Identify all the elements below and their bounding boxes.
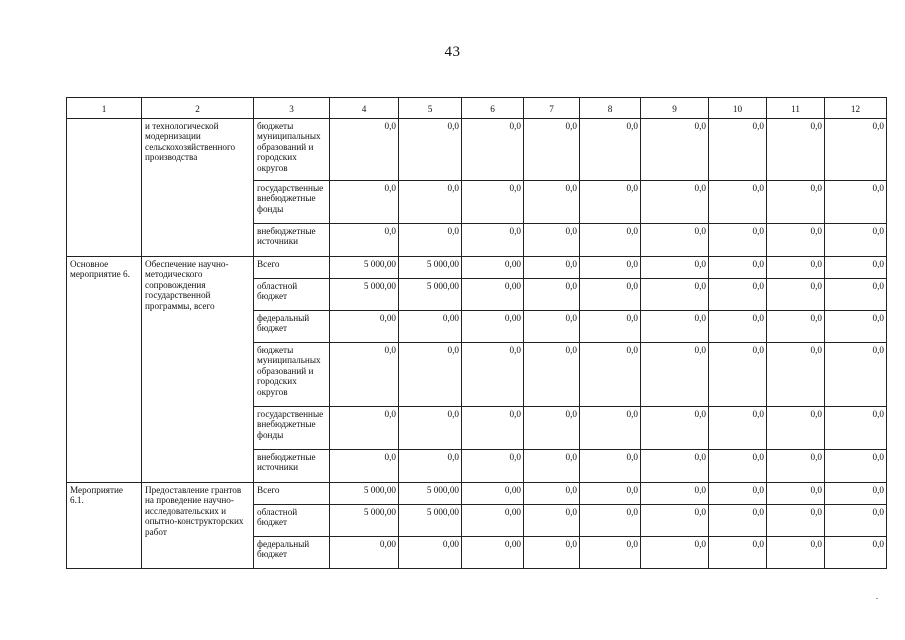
value-cell: 5 000,00 [399,279,462,311]
value-cell: 0,0 [767,279,825,311]
header-cell: 2 [142,98,254,119]
value-cell: 0,00 [330,537,399,569]
value-cell: 0,0 [767,257,825,279]
value-cell: 0,0 [825,483,887,505]
value-cell: 0,0 [524,343,580,407]
value-cell: 0,0 [641,311,709,343]
funding-source-cell: бюджеты муниципальных образований и городских округов [254,119,330,181]
header-cell: 8 [580,98,641,119]
funding-source-cell: внебюджетные источники [254,450,330,483]
value-cell: 0,0 [524,450,580,483]
value-cell: 0,0 [330,119,399,181]
value-cell: 0,0 [524,407,580,450]
value-cell: 0,0 [641,279,709,311]
value-cell: 0,0 [580,224,641,257]
value-cell: 0,0 [399,181,462,224]
value-cell: 0,0 [709,279,767,311]
value-cell: 0,0 [641,119,709,181]
value-cell: 0,0 [709,181,767,224]
value-cell: 0,0 [580,119,641,181]
funding-source-cell: внебюджетные источники [254,224,330,257]
value-cell: 0,0 [709,450,767,483]
value-cell: 0,0 [767,407,825,450]
value-cell: 0,0 [399,343,462,407]
funding-source-cell: областной бюджет [254,505,330,537]
value-cell: 0,0 [709,224,767,257]
value-cell: 0,00 [462,505,524,537]
header-row [67,98,887,119]
value-cell: 0,0 [580,407,641,450]
value-cell: 0,0 [641,181,709,224]
value-cell: 0,0 [580,311,641,343]
funding-source-cell: Всего [254,483,330,505]
funding-source-cell: областной бюджет [254,279,330,311]
value-cell: 0,00 [462,311,524,343]
value-cell: 0,0 [825,537,887,569]
table-row [67,257,887,279]
header-cell: 3 [254,98,330,119]
value-cell: 0,0 [641,505,709,537]
value-cell: 0,0 [399,407,462,450]
value-cell: 0,0 [767,450,825,483]
value-cell: 5 000,00 [399,257,462,279]
value-cell: 0,0 [709,311,767,343]
value-cell: 0,0 [524,537,580,569]
value-cell: 0,0 [709,407,767,450]
value-cell: 0,00 [399,311,462,343]
table-row [67,483,887,505]
value-cell: 0,0 [330,224,399,257]
value-cell: 0,0 [767,224,825,257]
value-cell: 0,0 [462,181,524,224]
value-cell: 0,0 [825,119,887,181]
value-cell: 0,0 [524,257,580,279]
value-cell: 0,0 [641,343,709,407]
header-cell: 4 [330,98,399,119]
funding-source-cell: Всего [254,257,330,279]
page-number: 43 [444,44,461,60]
value-cell: 0,0 [580,505,641,537]
value-cell: 5 000,00 [330,279,399,311]
header-cell: 6 [462,98,524,119]
value-cell: 0,00 [462,279,524,311]
value-cell: 0,0 [524,279,580,311]
value-cell: 0,0 [767,311,825,343]
value-cell: 5 000,00 [330,483,399,505]
value-cell: 0,00 [462,537,524,569]
value-cell: 0,0 [462,407,524,450]
value-cell: 0,0 [709,119,767,181]
value-cell: 0,0 [767,483,825,505]
measure-label-cell: Основное мероприятие 6. [67,257,142,483]
value-cell: 0,0 [709,483,767,505]
value-cell: 0,0 [462,450,524,483]
value-cell: 5 000,00 [399,483,462,505]
header-cell: 7 [524,98,580,119]
measure-label-cell [67,119,142,257]
value-cell: 0,00 [399,537,462,569]
value-cell: 0,0 [709,343,767,407]
value-cell: 5 000,00 [330,257,399,279]
value-cell: 0,0 [580,450,641,483]
value-cell: 0,0 [709,505,767,537]
measure-description-cell: Обеспечение научно-методического сопровождения государственной программы, всего [142,257,254,483]
value-cell: 0,0 [641,450,709,483]
value-cell: 0,0 [399,119,462,181]
value-cell: 0,0 [580,483,641,505]
budget-table [66,97,887,569]
value-cell: 0,0 [825,343,887,407]
value-cell: 0,0 [330,181,399,224]
value-cell: 0,0 [524,181,580,224]
value-cell: 0,0 [709,257,767,279]
funding-source-cell: государственные внебюджетные фонды [254,407,330,450]
value-cell: 0,0 [825,224,887,257]
funding-source-cell: федеральный бюджет [254,537,330,569]
table-row [67,119,887,181]
value-cell: 0,0 [641,537,709,569]
value-cell: 0,0 [641,257,709,279]
value-cell: 0,0 [825,407,887,450]
value-cell: 0,0 [825,505,887,537]
value-cell: 0,00 [462,257,524,279]
value-cell: 0,0 [330,343,399,407]
value-cell: 0,0 [580,279,641,311]
header-cell: 5 [399,98,462,119]
value-cell: 0,0 [641,483,709,505]
value-cell: 0,0 [524,505,580,537]
value-cell: 0,0 [641,224,709,257]
value-cell: 0,0 [825,181,887,224]
header-cell: 9 [641,98,709,119]
value-cell: 5 000,00 [330,505,399,537]
value-cell: 0,0 [641,407,709,450]
scan-mark [876,598,878,599]
value-cell: 0,0 [524,483,580,505]
value-cell: 5 000,00 [399,505,462,537]
value-cell: 0,0 [524,224,580,257]
value-cell: 0,0 [580,343,641,407]
value-cell: 0,0 [825,450,887,483]
funding-source-cell: бюджеты муниципальных образований и городских округов [254,343,330,407]
value-cell: 0,0 [462,224,524,257]
value-cell: 0,00 [462,483,524,505]
value-cell: 0,0 [825,257,887,279]
value-cell: 0,0 [767,119,825,181]
measure-description-cell: Предоставление грантов на проведение научно-исследовательских и опытно-конструкторских работ [142,483,254,569]
value-cell: 0,0 [580,257,641,279]
header-cell: 11 [767,98,825,119]
value-cell: 0,0 [709,537,767,569]
value-cell: 0,0 [462,343,524,407]
value-cell: 0,0 [825,279,887,311]
value-cell: 0,0 [767,537,825,569]
header-cell: 10 [709,98,767,119]
value-cell: 0,0 [399,224,462,257]
value-cell: 0,00 [330,311,399,343]
value-cell: 0,0 [767,343,825,407]
header-cell: 1 [67,98,142,119]
value-cell: 0,0 [825,311,887,343]
funding-source-cell: государственные внебюджетные фонды [254,181,330,224]
value-cell: 0,0 [330,407,399,450]
measure-label-cell: Мероприятие 6.1. [67,483,142,569]
value-cell: 0,0 [767,505,825,537]
header-cell: 12 [825,98,887,119]
value-cell: 0,0 [580,537,641,569]
value-cell: 0,0 [462,119,524,181]
value-cell: 0,0 [524,311,580,343]
value-cell: 0,0 [524,119,580,181]
value-cell: 0,0 [330,450,399,483]
measure-description-cell: и технологической модернизации сельскохозяйственного производства [142,119,254,257]
funding-source-cell: федеральный бюджет [254,311,330,343]
value-cell: 0,0 [399,450,462,483]
value-cell: 0,0 [580,181,641,224]
value-cell: 0,0 [767,181,825,224]
